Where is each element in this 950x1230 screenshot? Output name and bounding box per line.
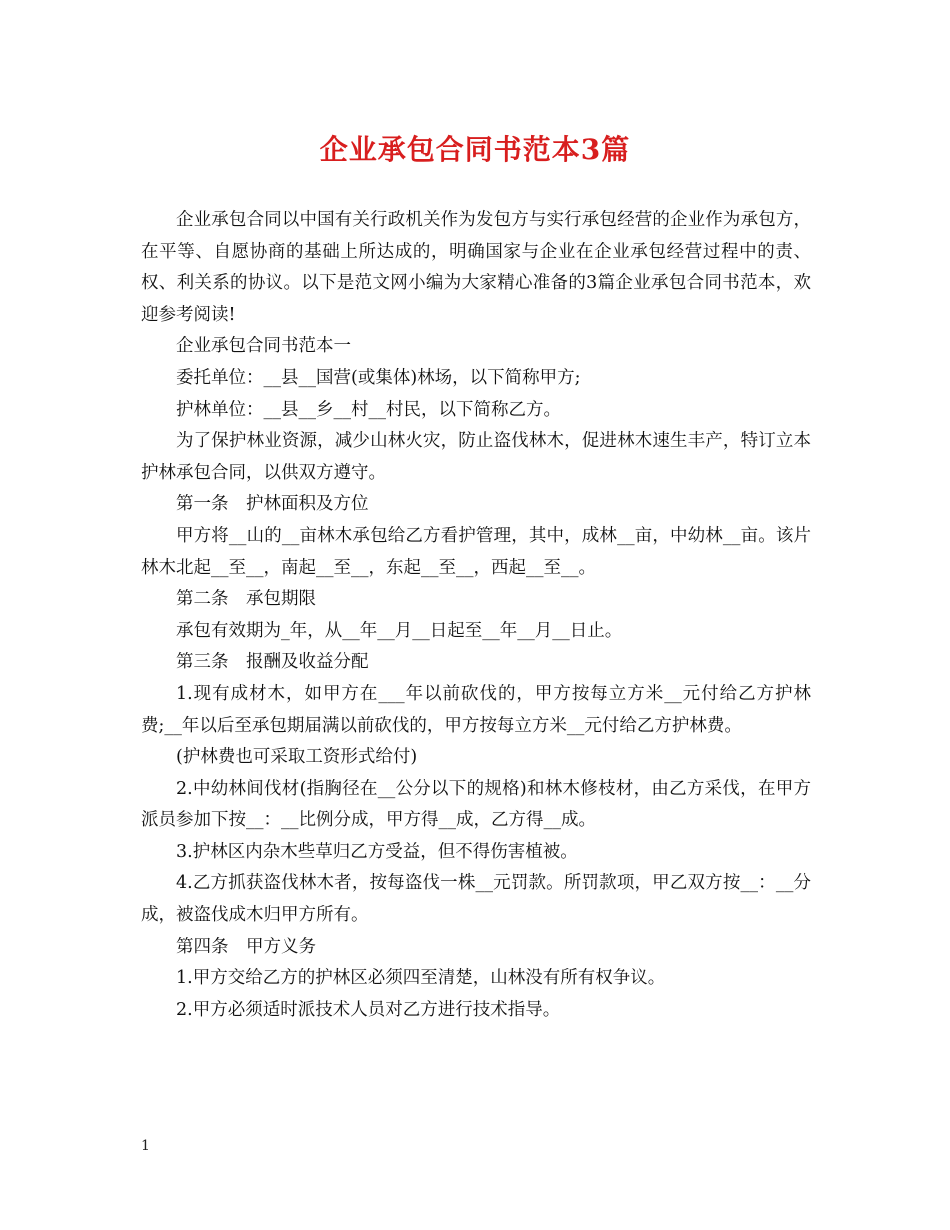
body-paragraph: 承包有效期为_年，从__年__月__日起至__年__月__日止。 <box>176 620 623 641</box>
body-paragraph: 甲方将__山的__亩林木承包给乙方看护管理，其中，成林__亩，中幼林__亩。该片林木北起__至__，南起__至__，东起__至__，西起__至__。 <box>141 525 811 578</box>
document-title: 企业承包合同书范本3篇 <box>319 133 631 166</box>
body-paragraph: (护林费也可采取工资形式给付) <box>176 747 418 768</box>
page-number: 1 <box>141 1138 150 1154</box>
party-a-line: 委托单位：__县__国营(或集体)林场，以下简称甲方; <box>176 367 581 388</box>
body-paragraph: 4.乙方抓获盗伐林木者，按每盗伐一株__元罚款。所罚款项，甲乙双方按__：__分成，被盗伐成木归甲方所有。 <box>141 873 811 926</box>
intro-paragraph: 企业承包合同以中国有关行政机关作为发包方与实行承包经营的企业作为承包方，在平等、自愿协商的基础上所达成的，明确国家与企业在企业承包经营过程中的责、权、利关系的协议。以下是范文网小编为大家精心准备的3篇企业承包合同书范本，欢迎参考阅读! <box>141 210 811 325</box>
body-paragraph: 3.护林区内杂木些草归乙方受益，但不得伤害植被。 <box>176 841 578 862</box>
body-paragraph: 1.甲方交给乙方的护林区必须四至清楚，山林没有所有权争议。 <box>176 968 666 989</box>
article-heading: 第二条 承包期限 <box>176 589 316 610</box>
purpose-paragraph: 为了保护林业资源，减少山林火灾，防止盗伐林木，促进林木速生丰产，特订立本护林承包合同，以供双方遵守。 <box>141 431 811 483</box>
article-heading: 第三条 报酬及收益分配 <box>176 652 369 673</box>
article-heading: 第一条 护林面积及方位 <box>176 494 369 515</box>
section-heading: 企业承包合同书范本一 <box>176 336 351 357</box>
party-b-line: 护林单位：__县__乡__村__村民，以下简称乙方。 <box>176 399 561 420</box>
document-body <box>141 205 811 1026</box>
body-paragraph: 2.中幼林间伐材(指胸径在__公分以下的规格)和林木修枝材，由乙方采伐，在甲方派员参加下按__：__比例分成，甲方得__成，乙方得__成。 <box>141 778 811 831</box>
article-heading: 第四条 甲方义务 <box>176 936 316 957</box>
body-paragraph: 2.甲方必须适时派技术人员对乙方进行技术指导。 <box>176 999 561 1020</box>
body-paragraph: 1.现有成材木，如甲方在___年以前砍伐的，甲方按每立方米__元付给乙方护林费;__年以后至承包期届满以前砍伐的，甲方按每立方米__元付给乙方护林费。 <box>141 683 811 736</box>
